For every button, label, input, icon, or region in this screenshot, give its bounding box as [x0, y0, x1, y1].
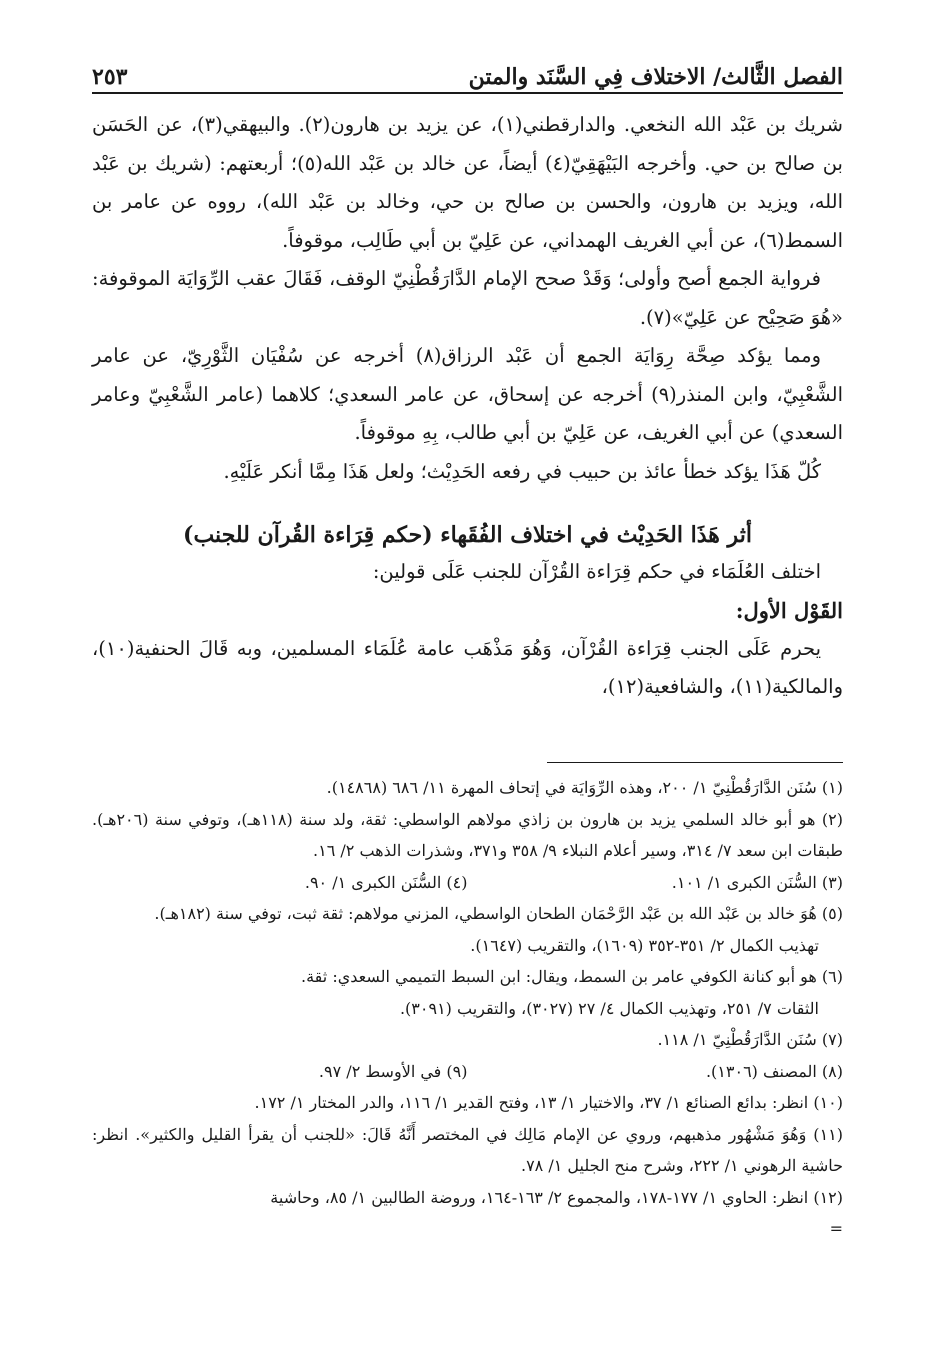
footnote-pair-3-4	[92, 867, 843, 899]
running-title: الفصل الثَّالث/ الاختلاف فِي السَّنَد والمتن	[468, 64, 843, 90]
footnote-pair-8-9	[92, 1056, 843, 1088]
footnote-3: (٣) السُّنَن الكبرى ١/ ١٠١.	[671, 872, 843, 892]
footnote-5-source: تهذيب الكمال ٢/ ٣٥١-٣٥٢ (١٦٠٩)، والتقريب (١٦٤٧).	[470, 935, 819, 955]
footnote-2: (٢) هو أبو خالد السلمي يزيد بن هارون بن زاذي مولاهم الواسطي: ثقة، ولد سنة (١١٨هـ)، وتوفي سنة (٢٠٦هـ). طبقات ابن سعد ٧/ ٣١٤، وسير أعلام النبلاء ٩/ ٣٥٨ و٣٧١، وشذرات الذهب ٢/ ١٦.	[92, 809, 843, 860]
page-header	[92, 58, 843, 94]
footnote-10: (١٠) انظر: بدائع الصنائع ١/ ٣٧، والاختيار ١/ ١٣، وفتح القدير ١/ ١١٦، والدر المختار ١/ ١٧٢.	[254, 1093, 843, 1112]
paragraph: ومما يؤكد صِحَّة رِوَايَة الجمع أن عَبْد الرزاق(٨) أخرجه عن سُفْيَان الثَّوْرِيّ، عن عامر الشَّعْبِيّ، وابن المنذر(٩) أخرجه عن إسحاق، عن عامر السعدي؛ كلاهما (عامر الشَّعْبِيّ وعامر السعدي) عن أبي الغريف، عن عَلِيّ بن أبي طالب، بِهِ موقوفاً.	[92, 344, 843, 444]
footnote-9: (٩) في الأوسط ٢/ ٩٧.	[318, 1061, 468, 1081]
paragraph: كُلّ هَذَا يؤكد خطأ عائذ بن حبيب في رفعه الحَدِيْث؛ ولعل هَذَا مِمَّا أنكر عَلَيْهِ.	[223, 459, 821, 483]
footnote-separator	[547, 762, 843, 763]
section-heading: أثر هَذَا الحَدِيْث في اختلاف الفُقَهاء (حكم قِرَاءة القُرآن للجنب)	[183, 522, 752, 548]
continuation-mark: =	[829, 1219, 843, 1238]
footnote-5: (٥) هُوَ خالد بن عَبْد الله بن عَبْد الرَّحْمَان الطحان الواسطي، المزني مولاهم: ثقة ثبت، توفي سنة (١٨٢هـ).	[154, 904, 843, 923]
footnote-1: (١) سُنَن الدَّارَقُطْنِيّ ١/ ٢٠٠، وهذه الرِّوَايَة في إتحاف المهرة ١١/ ٦٨٦ (١٤٨٦٨).	[326, 778, 843, 797]
footnote-8: (٨) المصنف (١٣٠٦).	[705, 1061, 843, 1081]
footnote-6: (٦) هو أبو كنانة الكوفي عامر بن السمط، ويقال: ابن السبط التميمي السعدي: ثقة.	[301, 967, 843, 986]
main-text	[92, 106, 843, 707]
footnote-12: (١٢) انظر: الحاوي ١/ ١٧٧-١٧٨، والمجموع ٢/ ١٦٣-١٦٤، وروضة الطالبين ١/ ٨٥، وحاشية	[270, 1187, 843, 1207]
paragraph: شريك بن عَبْد الله النخعي. والدارقطني(١)، عن يزيد بن هارون(٢). والبيهقي(٣)، عن الحَسَن بن صالح بن حي. وأخرجه البَيْهَقِيّ(٤) أيضاً، عن خالد بن عَبْد الله(٥)؛ أربعتهم: (شريك بن عَبْد الله، ويزيد بن هارون، والحسن بن صالح بن حي، وخالد بن عَبْد الله)، رووه عن عامر بن السمط(٦)، عن أبي الغريف الهمداني، عن عَلِيّ بن أبي طَالِب، موقوفاً.	[92, 113, 844, 252]
page-number: ٢٥٣	[92, 64, 128, 90]
section-intro: اختلف العُلَمَاء في حكم قِرَاءة القُرْآن للجنب عَلَى قولين:	[372, 560, 821, 583]
footnote-4: (٤) السُّنَن الكبرى ١/ ٩٠.	[304, 872, 468, 892]
footnote-7: (٧) سُنَن الدَّارَقُطْنِيّ ١/ ١١٨.	[657, 1030, 843, 1049]
first-opinion-heading: القَوْل الأول:	[735, 597, 843, 623]
footnote-6-source: الثقات ٧/ ٢٥١، وتهذيب الكمال ٤/ ٢٧ (٣٠٢٧)، والتقريب (٣٠٩١).	[399, 998, 819, 1018]
paragraph: فرواية الجمع أصح وأولى؛ وَقَدْ صحح الإمام الدَّارَقُطْنِيّ الوقف، فَقَالَ عقب الرِّوَايَة الموقوفة: «هُوَ صَحِيْح عن عَلِيّ»(٧).	[92, 267, 843, 329]
footnote-11: (١١) وَهُوَ مَشْهُور مذهبهم، وروي عن الإمام مَالِك في المختصر أَنَّهُ قَالَ: «للجنب أن يقرأ القليل والكثير». انظر: حاشية الرهوني ١/ ٢٢٢، وشرح منح الجليل ١/ ٧٨.	[92, 1124, 843, 1175]
footnotes	[92, 772, 843, 1245]
first-opinion-text: يحرم عَلَى الجنب قِرَاءة القُرْآن، وَهُوَ مَذْهَب عامة عُلَمَاء المسلمين، وبه قَالَ الحنفية(١٠)، والمالكية(١١)، والشافعية(١٢)،	[92, 636, 843, 698]
